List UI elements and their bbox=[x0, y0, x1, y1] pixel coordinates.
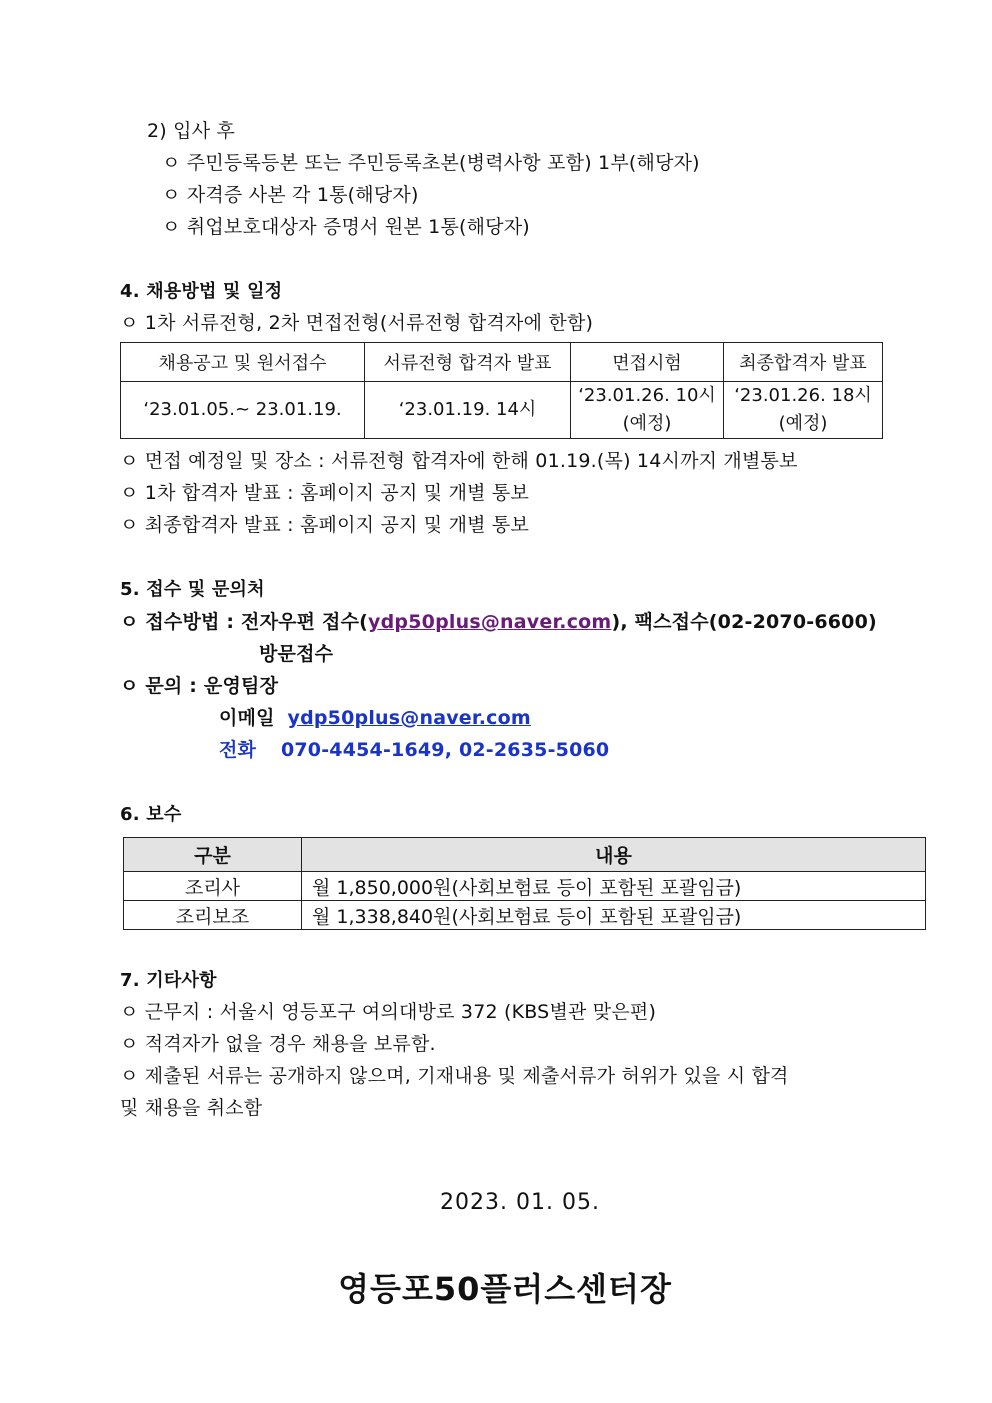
table-row bbox=[124, 872, 926, 901]
table-header-row bbox=[121, 343, 883, 382]
table-row bbox=[121, 382, 883, 439]
schedule-table bbox=[120, 342, 883, 439]
visit-submission: 방문접수 bbox=[259, 643, 334, 665]
table-cell: 조리보조 bbox=[124, 901, 302, 930]
note-item: ㅇ 면접 예정일 및 장소 : 서류전형 합격자에 한해 01.19.(목) 14시까지 개별통보 bbox=[120, 450, 798, 472]
submission-email-link[interactable]: ydp50plus@naver.com bbox=[368, 611, 612, 633]
section-title: 6. 보수 bbox=[120, 804, 182, 825]
list-item: 및 채용을 취소함 bbox=[120, 1097, 263, 1119]
submission-method bbox=[120, 607, 877, 634]
section-title: 5. 접수 및 문의처 bbox=[120, 579, 265, 600]
cell-line: (예정) bbox=[622, 413, 672, 434]
table-cell: ‘23.01.19. 14시 bbox=[365, 382, 571, 439]
table-cell: 조리사 bbox=[124, 872, 302, 901]
inquiry-contact: ㅇ 문의 : 운영팀장 bbox=[120, 675, 279, 697]
table-cell bbox=[571, 382, 724, 439]
note-item: ㅇ 최종합격자 발표 : 홈페이지 공지 및 개별 통보 bbox=[120, 514, 530, 536]
section-title: 4. 채용방법 및 일정 bbox=[120, 281, 283, 302]
document-date: 2023. 01. 05. bbox=[440, 1190, 600, 1215]
subsection-heading: 2) 입사 후 bbox=[147, 120, 236, 142]
table-header-cell: 내용 bbox=[302, 838, 926, 872]
list-item: ㅇ 주민등록등본 또는 주민등록초본(병력사항 포함) 1부(해당자) bbox=[162, 152, 700, 174]
table-cell bbox=[724, 382, 883, 439]
cell-line: ‘23.01.26. 10시 bbox=[578, 385, 716, 406]
table-header-cell: 서류전형 합격자 발표 bbox=[365, 343, 571, 382]
section-intro: ㅇ 1차 서류전형, 2차 면접전형(서류전형 합격자에 한함) bbox=[120, 312, 594, 334]
section-title: 7. 기타사항 bbox=[120, 970, 217, 991]
cell-line: ‘23.01.26. 18시 bbox=[734, 385, 872, 406]
submission-method-suffix: ), 팩스접수(02-2070-6600) bbox=[611, 611, 877, 633]
email-row bbox=[219, 703, 531, 730]
cell-line: (예정) bbox=[778, 413, 828, 434]
phone-row bbox=[219, 735, 609, 762]
list-item: ㅇ 적격자가 없을 경우 채용을 보류함. bbox=[120, 1033, 436, 1055]
list-item: ㅇ 근무지 : 서울시 영등포구 여의대방로 372 (KBS별관 맞은편) bbox=[120, 1001, 657, 1023]
table-cell: 월 1,850,000원(사회보험료 등이 포함된 포괄임금) bbox=[302, 872, 926, 901]
phone-label: 전화 bbox=[219, 739, 257, 761]
submission-method-prefix: ㅇ 접수방법 : 전자우편 접수( bbox=[120, 611, 369, 633]
table-header-cell: 최종합격자 발표 bbox=[724, 343, 883, 382]
table-header-cell: 구분 bbox=[124, 838, 302, 872]
table-header-cell: 면접시험 bbox=[571, 343, 724, 382]
signer-title: 영등포50플러스센터장 bbox=[338, 1270, 672, 1308]
table-cell: 월 1,338,840원(사회보험료 등이 포함된 포괄임금) bbox=[302, 901, 926, 930]
note-item: ㅇ 1차 합격자 발표 : 홈페이지 공지 및 개별 통보 bbox=[120, 482, 530, 504]
table-header-cell: 채용공고 및 원서접수 bbox=[121, 343, 365, 382]
phone-number: 070-4454-1649, 02-2635-5060 bbox=[280, 739, 610, 761]
email-link[interactable]: ydp50plus@naver.com bbox=[287, 707, 531, 729]
list-item: ㅇ 취업보호대상자 증명서 원본 1통(해당자) bbox=[162, 216, 530, 238]
table-cell: ‘23.01.05.~ 23.01.19. bbox=[121, 382, 365, 439]
email-label: 이메일 bbox=[219, 707, 275, 729]
table-row bbox=[124, 901, 926, 930]
list-item: ㅇ 자격증 사본 각 1통(해당자) bbox=[162, 184, 419, 206]
pay-table bbox=[123, 837, 926, 930]
table-header-row bbox=[124, 838, 926, 872]
list-item: ㅇ 제출된 서류는 공개하지 않으며, 기재내용 및 제출서류가 허위가 있을 시 합격 bbox=[120, 1065, 789, 1087]
